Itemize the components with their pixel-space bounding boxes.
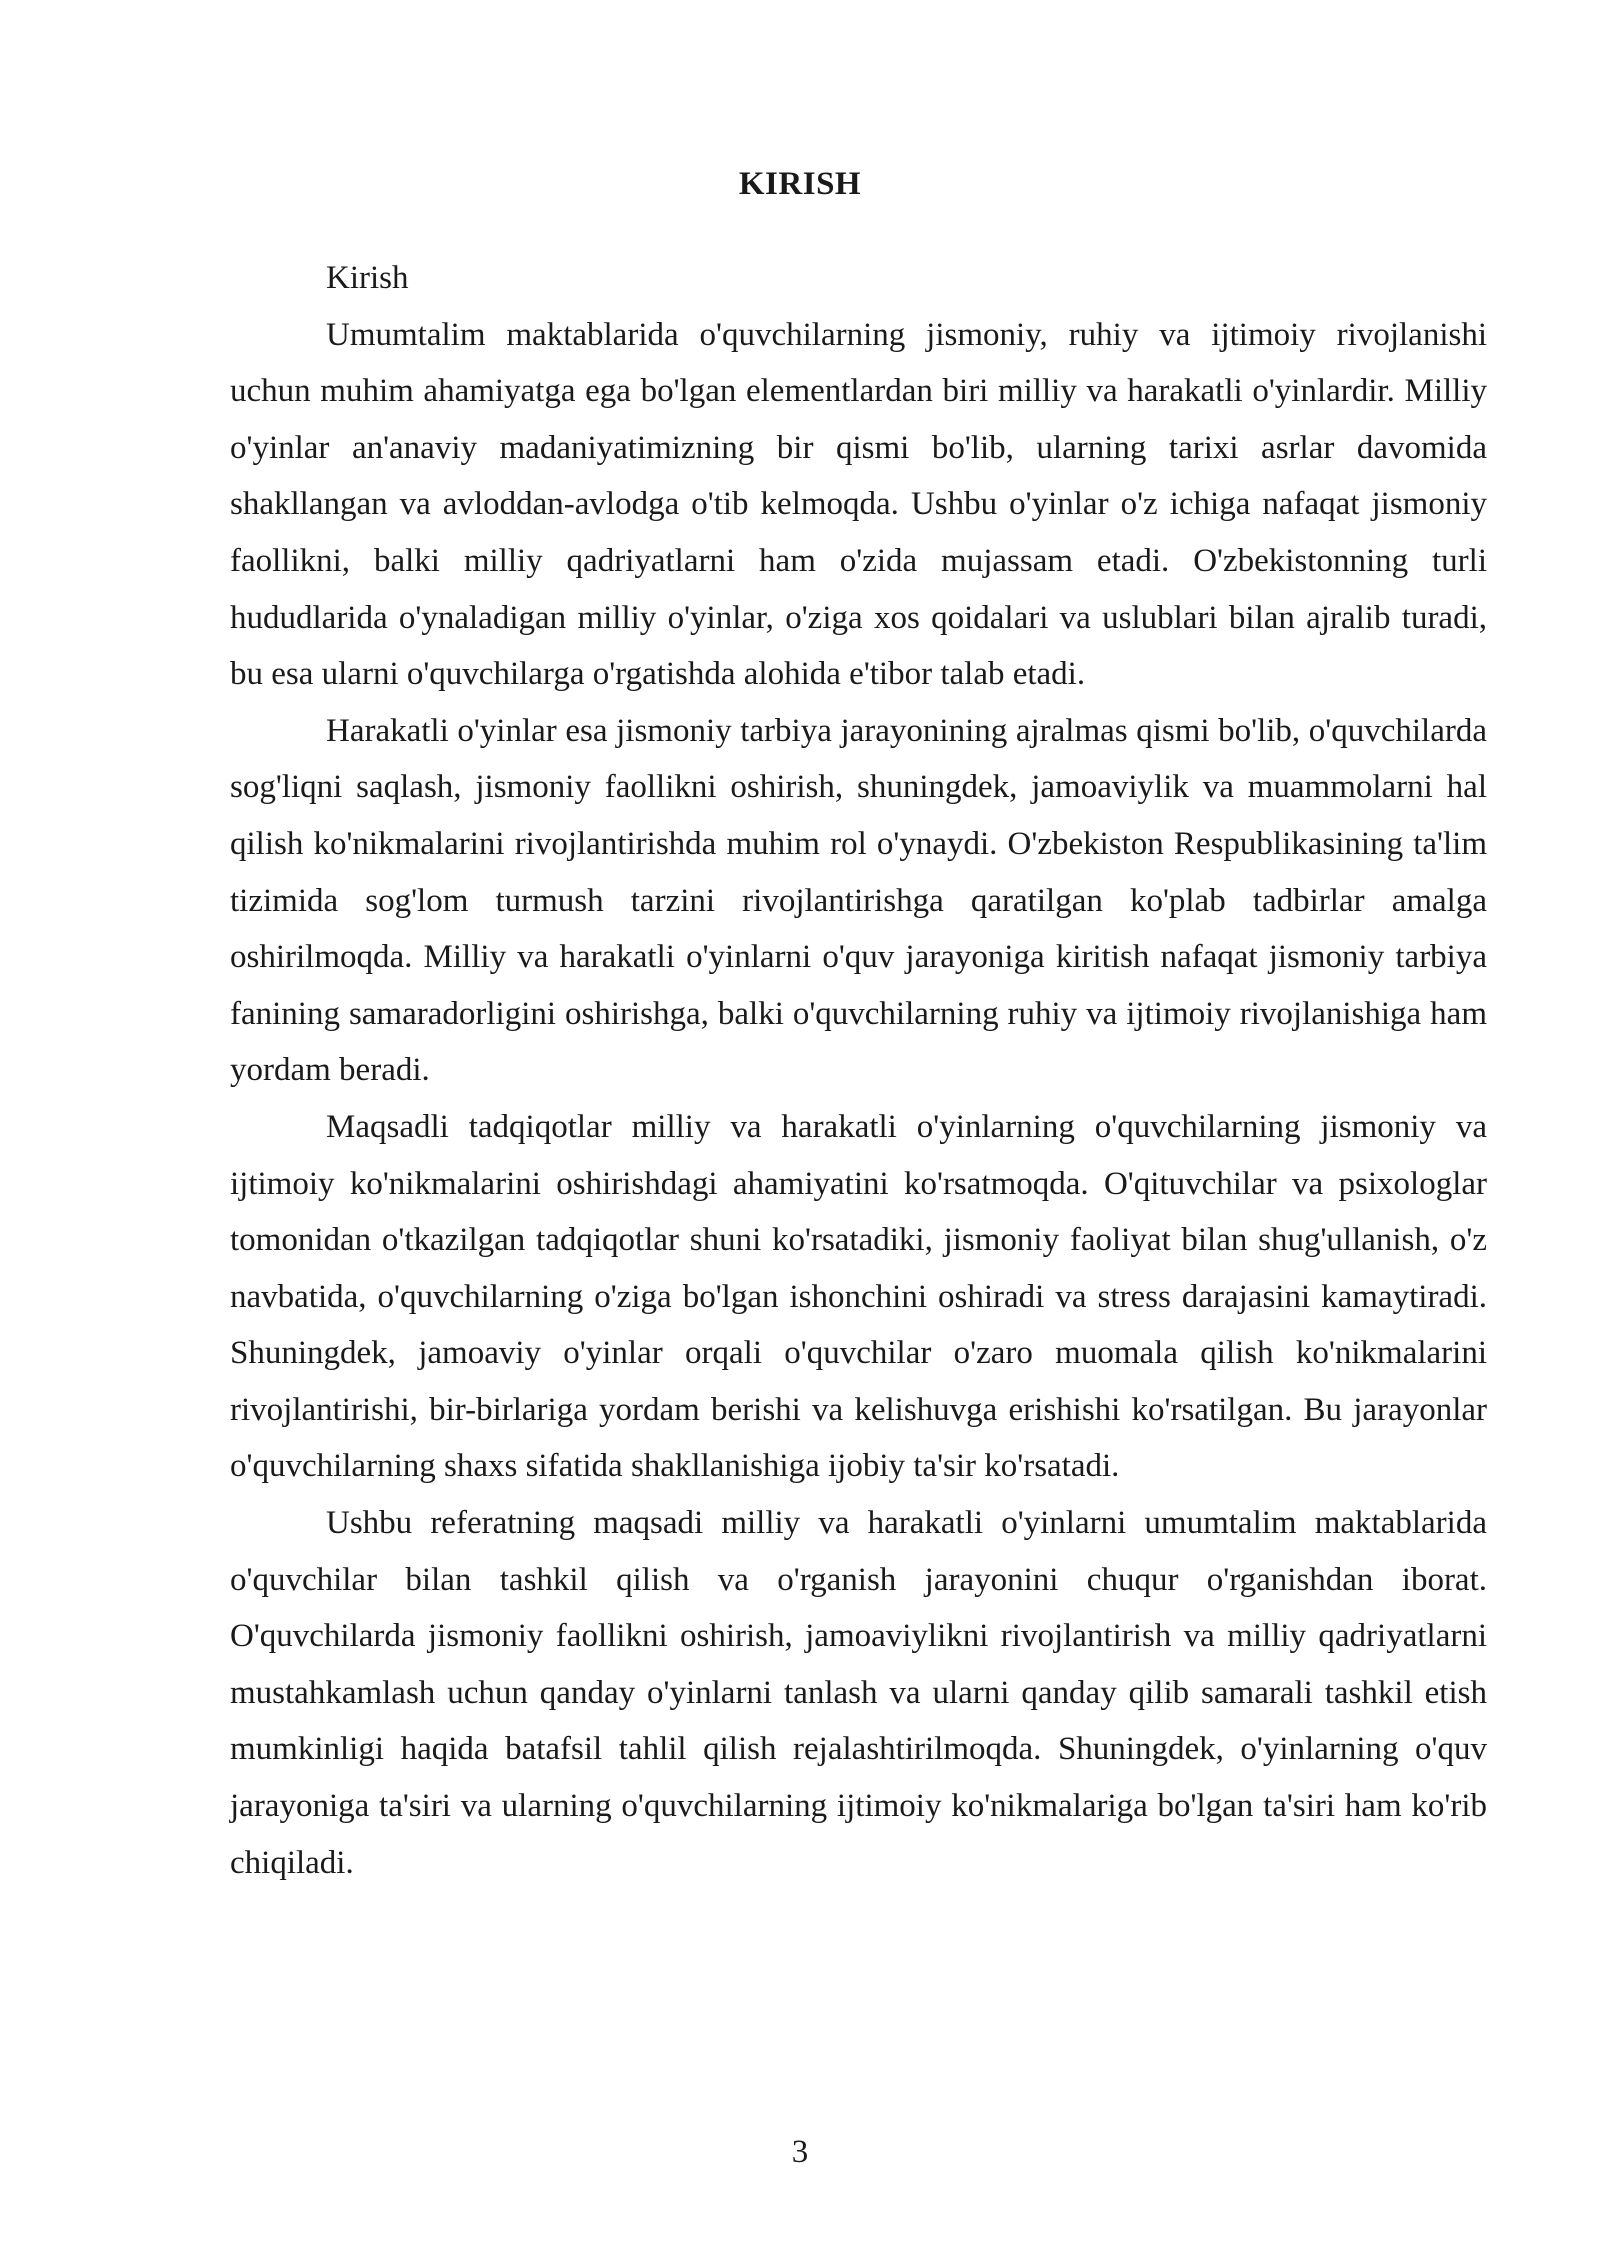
paragraph: Ushbu referatning maqsadi milliy va harakatli o'yinlarni umumtalim maktablarida o'quvchilar bilan tashkil qilish va o'rganish jarayonini chuqur o'rganishdan iborat. O'quvchilarda jismoniy faollikni oshirish, jamoaviylikni rivojlantirish va milliy qadriyatlarni mustahkamlash uchun qanday o'yinlarni tanlash va ularni qanday qilib samarali tashkil etish mumkinligi haqida batafsil tahlil qilish rejalashtirilmoqda. Shuningdek, o'yinlarning o'quv jarayoniga ta'siri va ularning o'quvchilarning ijtimoiy ko'nikmalariga bo'lgan ta'siri ham ko'rib chiqiladi. xyxy=(230,1505,1487,1881)
section-subheading: Kirish xyxy=(326,260,409,296)
document-body xyxy=(230,250,1487,1891)
page-title: KIRISH xyxy=(738,166,862,202)
page-number: 3 xyxy=(791,2134,809,2170)
paragraph: Umumtalim maktablarida o'quvchilarning jismoniy, ruhiy va ijtimoiy rivojlanishi uchun muhim ahamiyatga ega bo'lgan elementlardan biri milliy va harakatli o'yinlardir. Milliy o'yinlar an'anaviy madaniyatimizning bir qismi bo'lib, ularning tarixi asrlar davomida shakllangan va avloddan-avlodga o'tib kelmoqda. Ushbu o'yinlar o'z ichiga nafaqat jismoniy faollikni, balki milliy qadriyatlarni ham o'zida mujassam etadi. O'zbekistonning turli hududlarida o'ynaladigan milliy o'yinlar, o'ziga xos qoidalari va uslublari bilan ajralib turadi, bu esa ularni o'quvchilarga o'rgatishda alohida e'tibor talab etadi. xyxy=(230,316,1487,693)
paragraph: Harakatli o'yinlar esa jismoniy tarbiya jarayonining ajralmas qismi bo'lib, o'quvchilarda sog'liqni saqlash, jismoniy faollikni oshirish, shuningdek, jamoaviylik va muammolarni hal qilish ko'nikmalarini rivojlantirishda muhim rol o'ynaydi. O'zbekiston Respublikasining ta'lim tizimida sog'lom turmush tarzini rivojlantirishga qaratilgan ko'plab tadbirlar amalga oshirilmoqda. Milliy va harakatli o'yinlarni o'quv jarayoniga kiritish nafaqat jismoniy tarbiya fanining samaradorligini oshirishga, balki o'quvchilarning ruhiy va ijtimoiy rivojlanishiga ham yordam beradi. xyxy=(230,712,1487,1089)
paragraph: Maqsadli tadqiqotlar milliy va harakatli o'yinlarning o'quvchilarning jismoniy va ijtimoiy ko'nikmalarini oshirishdagi ahamiyatini ko'rsatmoqda. O'qituvchilar va psixologlar tomonidan o'tkazilgan tadqiqotlar shuni ko'rsatadiki, jismoniy faoliyat bilan shug'ullanish, o'z navbatida, o'quvchilarning o'ziga bo'lgan ishonchini oshiradi va stress darajasini kamaytiradi. Shuningdek, jamoaviy o'yinlar orqali o'quvchilar o'zaro muomala qilish ko'nikmalarini rivojlantirishi, bir-birlariga yordam berishi va kelishuvga erishishi ko'rsatilgan. Bu jarayonlar o'quvchilarning shaxs sifatida shakllanishiga ijobiy ta'sir ko'rsatadi. xyxy=(230,1108,1487,1485)
